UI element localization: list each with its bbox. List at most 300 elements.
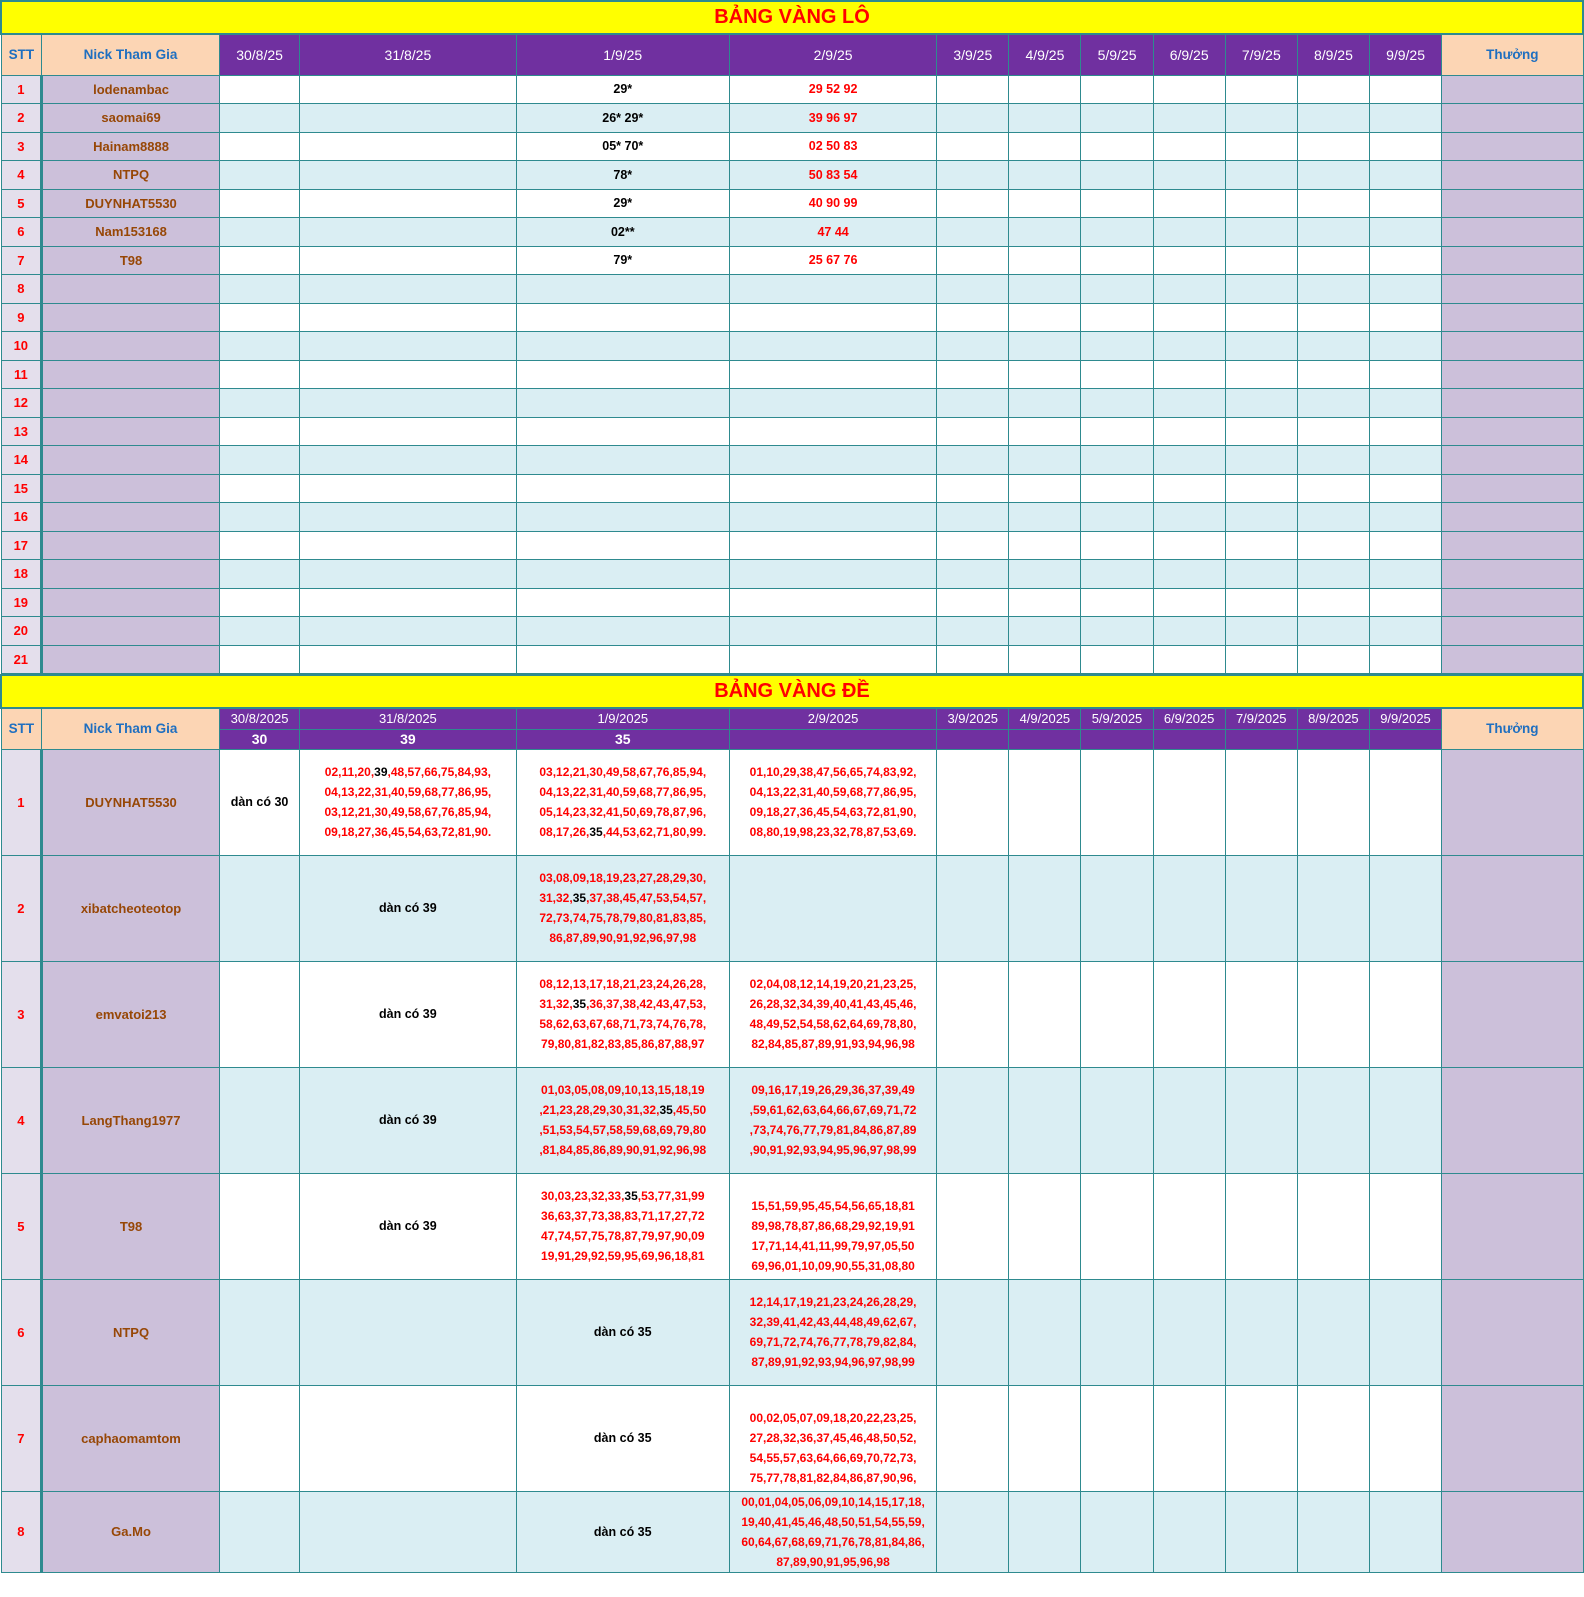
day-cell	[1369, 531, 1441, 560]
day-cell	[1297, 1491, 1369, 1572]
de-title: BẢNG VÀNG ĐỀ	[1, 675, 1583, 708]
date-header: 7/9/25	[1225, 34, 1297, 75]
day-cell	[1081, 1385, 1153, 1491]
day-cell	[1009, 132, 1081, 161]
prize-cell	[1442, 75, 1583, 104]
day-cell	[1081, 855, 1153, 961]
date-header: 31/8/2025	[300, 708, 516, 729]
number-text: ,73,74,76,77,79,81,84,86,87,89	[749, 1123, 917, 1137]
day-cell	[1009, 749, 1081, 855]
day-cell	[1297, 474, 1369, 503]
day-cell	[219, 218, 299, 247]
number-text: 08,80,19,98,23,32,78,87,53,69.	[749, 825, 917, 839]
date-header: 3/9/25	[937, 34, 1009, 75]
day-cell	[729, 531, 936, 560]
nick-cell: Ga.Mo	[42, 1491, 220, 1572]
number-text: ,81,84,85,86,89,90,91,92,96,98	[539, 1143, 707, 1157]
number-text: 02,11,20,	[324, 765, 375, 779]
nick-cell: emvatoi213	[42, 961, 220, 1067]
day-cell	[1081, 1491, 1153, 1572]
day-cell	[1009, 75, 1081, 104]
day-cell	[516, 303, 729, 332]
day-cell	[937, 1279, 1009, 1385]
day-cell: 47 44	[729, 218, 936, 247]
day-cell	[300, 189, 516, 218]
day-cell	[1225, 503, 1297, 532]
day-cell	[1369, 1067, 1441, 1173]
number-line	[517, 1080, 729, 1100]
day-cell	[1153, 417, 1225, 446]
date-header: 9/9/2025	[1369, 708, 1441, 729]
number-line	[517, 1246, 729, 1266]
day-cell	[1153, 446, 1225, 475]
result-cell	[729, 729, 936, 749]
day-cell	[1297, 75, 1369, 104]
day-cell	[937, 531, 1009, 560]
row-number: 6	[1, 1279, 42, 1385]
day-cell	[300, 332, 516, 361]
day-cell	[1009, 161, 1081, 190]
day-cell	[300, 218, 516, 247]
date-header: 3/9/2025	[937, 708, 1009, 729]
day-cell	[1225, 360, 1297, 389]
day-cell	[300, 104, 516, 133]
number-text: 03,08,09,18,19,23,27,28,29,30,	[539, 871, 707, 885]
day-cell	[937, 246, 1009, 275]
number-text: 82,84,85,87,89,91,93,94,96,98	[751, 1037, 915, 1051]
number-text: 17,71,14,41,11,99,79,97,05,50	[751, 1239, 915, 1253]
number-line	[517, 1206, 729, 1226]
day-cell: 25 67 76	[729, 246, 936, 275]
day-cell	[1081, 749, 1153, 855]
day-cell	[1009, 1491, 1081, 1572]
row-number: 17	[1, 531, 42, 560]
day-cell	[219, 75, 299, 104]
day-cell	[729, 1067, 936, 1173]
row-number: 7	[1, 246, 42, 275]
day-cell	[1009, 417, 1081, 446]
number-line	[730, 1256, 936, 1276]
day-cell	[1153, 389, 1225, 418]
table-row	[1, 749, 1583, 855]
nick-header: Nick Tham Gia	[42, 34, 220, 75]
day-cell	[1369, 389, 1441, 418]
day-cell	[1009, 389, 1081, 418]
nick-cell	[42, 617, 220, 646]
day-cell	[1081, 360, 1153, 389]
day-cell	[1369, 417, 1441, 446]
day-cell	[1297, 1385, 1369, 1491]
day-cell	[937, 389, 1009, 418]
day-cell	[1297, 961, 1369, 1067]
day-cell	[1153, 617, 1225, 646]
number-line	[730, 1512, 936, 1532]
day-cell	[1225, 104, 1297, 133]
table-row	[1, 531, 1583, 560]
number-text: 08,12,13,17,18,21,23,24,26,28,	[539, 977, 707, 991]
day-cell	[1369, 132, 1441, 161]
day-cell	[219, 1173, 299, 1279]
table-row	[1, 161, 1583, 190]
nick-cell: T98	[42, 1173, 220, 1279]
table-row	[1, 645, 1583, 674]
day-cell	[937, 132, 1009, 161]
day-cell	[1225, 161, 1297, 190]
number-text: 30,03,23,32,33,	[541, 1189, 625, 1203]
number-line	[730, 1014, 936, 1034]
day-cell	[1081, 246, 1153, 275]
day-cell	[1009, 531, 1081, 560]
day-cell	[300, 75, 516, 104]
day-cell	[1369, 275, 1441, 304]
date-header: 1/9/2025	[516, 708, 729, 729]
row-number: 9	[1, 303, 42, 332]
number-text: 01,03,05,08,09,10,13,15,18,19	[541, 1083, 705, 1097]
prize-cell	[1442, 1173, 1583, 1279]
day-cell	[1153, 588, 1225, 617]
number-line	[730, 1100, 936, 1120]
winning-number: 35	[659, 1103, 673, 1117]
day-cell	[219, 474, 299, 503]
day-cell	[1225, 332, 1297, 361]
day-cell	[516, 275, 729, 304]
day-cell	[219, 855, 299, 961]
day-cell	[219, 360, 299, 389]
day-cell	[1009, 617, 1081, 646]
day-cell	[1009, 855, 1081, 961]
day-cell	[219, 503, 299, 532]
day-cell	[219, 645, 299, 674]
day-cell	[516, 961, 729, 1067]
number-text: 27,28,32,36,37,45,46,48,50,52,	[749, 1431, 917, 1445]
day-cell	[1297, 531, 1369, 560]
day-cell	[1081, 132, 1153, 161]
day-cell	[1225, 132, 1297, 161]
number-line	[730, 974, 936, 994]
number-text: 79,80,81,82,83,85,86,87,88,97	[541, 1037, 705, 1051]
day-cell	[937, 360, 1009, 389]
number-text: ,51,53,54,57,58,59,68,69,79,80	[539, 1123, 707, 1137]
day-cell	[1225, 560, 1297, 589]
day-cell	[300, 1279, 516, 1385]
day-cell	[1369, 1385, 1441, 1491]
day-cell	[1009, 474, 1081, 503]
day-cell	[1297, 560, 1369, 589]
day-cell	[1081, 332, 1153, 361]
day-cell	[219, 132, 299, 161]
day-cell	[1369, 104, 1441, 133]
number-line	[517, 928, 729, 948]
row-number: 20	[1, 617, 42, 646]
number-line	[730, 1120, 936, 1140]
result-cell	[1153, 729, 1225, 749]
result-cell: 39	[300, 729, 516, 749]
nick-cell	[42, 645, 220, 674]
winning-number: 39	[374, 765, 388, 779]
day-cell	[1153, 275, 1225, 304]
nick-cell	[42, 474, 220, 503]
row-number: 19	[1, 588, 42, 617]
table-row	[1, 1491, 1583, 1572]
day-cell	[729, 588, 936, 617]
day-cell	[219, 588, 299, 617]
day-cell: dàn có 35	[516, 1279, 729, 1385]
day-cell	[1081, 161, 1153, 190]
day-cell	[1009, 332, 1081, 361]
table-row	[1, 75, 1583, 104]
table-row	[1, 389, 1583, 418]
result-cell	[1081, 729, 1153, 749]
nick-cell: lodenambac	[42, 75, 220, 104]
day-cell	[1297, 588, 1369, 617]
day-cell	[937, 588, 1009, 617]
day-cell	[516, 474, 729, 503]
day-cell	[1297, 303, 1369, 332]
day-cell	[300, 417, 516, 446]
day-cell	[1081, 560, 1153, 589]
number-text: ,59,61,62,63,64,66,67,69,71,72	[749, 1103, 917, 1117]
day-cell	[729, 446, 936, 475]
day-cell	[1009, 446, 1081, 475]
number-line	[730, 1492, 936, 1512]
number-text: 86,87,89,90,91,92,96,97,98	[549, 931, 697, 945]
number-line	[517, 1014, 729, 1034]
day-cell	[1009, 1279, 1081, 1385]
number-line	[730, 1532, 936, 1552]
number-line	[517, 1140, 729, 1160]
number-text: 75,77,78,81,82,84,86,87,90,96,	[749, 1471, 917, 1485]
row-number: 14	[1, 446, 42, 475]
winning-number: 35	[624, 1189, 638, 1203]
number-text: 03,12,21,30,49,58,67,76,85,94,	[539, 765, 707, 779]
day-cell	[1081, 303, 1153, 332]
day-cell	[1297, 749, 1369, 855]
row-number: 13	[1, 417, 42, 446]
number-line	[730, 1140, 936, 1160]
number-line	[730, 1236, 936, 1256]
table-row	[1, 360, 1583, 389]
number-text: 19,91,29,92,59,95,69,96,18,81	[541, 1249, 705, 1263]
day-cell	[1297, 417, 1369, 446]
day-cell	[729, 503, 936, 532]
prize-cell	[1442, 560, 1583, 589]
day-cell: 39 96 97	[729, 104, 936, 133]
nick-cell	[42, 588, 220, 617]
number-text: 58,62,63,67,68,71,73,74,76,78,	[539, 1017, 707, 1031]
prize-cell	[1442, 417, 1583, 446]
prize-cell	[1442, 617, 1583, 646]
nick-cell	[42, 275, 220, 304]
day-cell	[516, 531, 729, 560]
number-line	[517, 1100, 729, 1120]
table-row	[1, 1067, 1583, 1173]
prize-header: Thưởng	[1442, 708, 1583, 749]
nick-cell	[42, 332, 220, 361]
number-line	[730, 1312, 936, 1332]
number-text: 12,14,17,19,21,23,24,26,28,29,	[749, 1295, 917, 1309]
number-line	[730, 1176, 936, 1196]
number-text: 04,13,22,31,40,59,68,77,86,95,	[324, 785, 492, 799]
day-cell	[219, 446, 299, 475]
number-line	[517, 994, 729, 1014]
day-cell	[1153, 503, 1225, 532]
prize-cell	[1442, 645, 1583, 674]
nick-cell: caphaomamtom	[42, 1385, 220, 1491]
day-cell	[1081, 531, 1153, 560]
table-row	[1, 1385, 1583, 1491]
prize-cell	[1442, 503, 1583, 532]
day-cell	[937, 218, 1009, 247]
day-cell	[937, 560, 1009, 589]
prize-cell	[1442, 161, 1583, 190]
day-cell	[300, 389, 516, 418]
number-line	[730, 822, 936, 842]
row-number: 6	[1, 218, 42, 247]
day-cell	[300, 246, 516, 275]
number-text: ,21,23,28,29,30,31,32,	[539, 1103, 660, 1117]
day-cell	[300, 560, 516, 589]
day-cell	[1009, 1385, 1081, 1491]
day-cell	[1225, 1279, 1297, 1385]
number-line	[517, 1226, 729, 1246]
day-cell	[1081, 961, 1153, 1067]
nick-cell: T98	[42, 246, 220, 275]
day-cell	[300, 645, 516, 674]
day-cell	[1369, 855, 1441, 961]
row-number: 18	[1, 560, 42, 589]
day-cell	[1081, 417, 1153, 446]
number-text: 00,01,04,05,06,09,10,14,15,17,18,	[741, 1494, 925, 1509]
day-cell	[1225, 75, 1297, 104]
row-number: 15	[1, 474, 42, 503]
day-cell	[937, 474, 1009, 503]
date-header: 5/9/2025	[1081, 708, 1153, 729]
table-row	[1, 132, 1583, 161]
date-header: 8/9/25	[1297, 34, 1369, 75]
table-row	[1, 474, 1583, 503]
number-text: 36,63,37,73,38,83,71,17,27,72	[541, 1209, 705, 1223]
day-cell	[300, 1385, 516, 1491]
day-cell	[1153, 531, 1225, 560]
day-cell	[1153, 1173, 1225, 1279]
prize-cell	[1442, 275, 1583, 304]
prize-cell	[1442, 389, 1583, 418]
day-cell	[937, 275, 1009, 304]
day-cell	[1009, 503, 1081, 532]
day-cell	[1297, 645, 1369, 674]
day-cell	[1153, 246, 1225, 275]
day-cell	[300, 1491, 516, 1572]
number-line	[517, 782, 729, 802]
day-cell	[516, 389, 729, 418]
prize-cell	[1442, 474, 1583, 503]
number-line	[517, 1120, 729, 1140]
winning-number: 35	[572, 891, 587, 905]
day-cell	[1369, 303, 1441, 332]
day-cell	[1153, 1491, 1225, 1572]
day-cell: dàn có 30	[219, 749, 299, 855]
number-line	[517, 822, 729, 842]
number-text: 54,55,57,63,64,66,69,70,72,73,	[749, 1451, 917, 1465]
number-text: 19,40,41,45,46,48,50,51,54,55,59,	[741, 1514, 925, 1529]
number-line	[730, 1034, 936, 1054]
day-cell	[1081, 189, 1153, 218]
number-text: 72,73,74,75,78,79,80,81,83,85,	[539, 911, 707, 925]
day-cell	[516, 503, 729, 532]
day-cell	[729, 645, 936, 674]
date-header: 1/9/25	[516, 34, 729, 75]
row-number: 21	[1, 645, 42, 674]
nick-cell: LangThang1977	[42, 1067, 220, 1173]
number-text: 60,64,67,68,69,71,76,78,81,84,86,	[741, 1534, 925, 1549]
day-cell	[1009, 275, 1081, 304]
prize-cell	[1442, 588, 1583, 617]
lo-title: BẢNG VÀNG LÔ	[1, 1, 1583, 34]
number-line	[730, 1468, 936, 1488]
day-cell	[729, 560, 936, 589]
number-text: 69,96,01,10,09,90,55,31,08,80	[751, 1259, 915, 1273]
day-cell	[1225, 645, 1297, 674]
day-cell	[1153, 474, 1225, 503]
day-cell	[1225, 218, 1297, 247]
day-cell	[1153, 749, 1225, 855]
day-cell	[937, 189, 1009, 218]
number-line	[730, 802, 936, 822]
number-text: 02,04,08,12,14,19,20,21,23,25,	[749, 977, 917, 991]
day-cell	[729, 855, 936, 961]
number-text: 32,39,41,42,43,44,48,49,62,67,	[749, 1315, 917, 1329]
day-cell	[1225, 961, 1297, 1067]
date-header: 5/9/25	[1081, 34, 1153, 75]
day-cell	[1081, 75, 1153, 104]
nick-cell	[42, 389, 220, 418]
day-cell	[937, 645, 1009, 674]
day-cell	[1369, 749, 1441, 855]
day-cell	[516, 1067, 729, 1173]
day-cell	[300, 303, 516, 332]
day-cell	[1153, 1279, 1225, 1385]
day-cell	[937, 617, 1009, 646]
day-cell	[1153, 189, 1225, 218]
day-cell	[729, 303, 936, 332]
day-cell	[1297, 389, 1369, 418]
day-cell	[1369, 503, 1441, 532]
day-cell	[1153, 75, 1225, 104]
day-cell	[219, 617, 299, 646]
day-cell	[300, 503, 516, 532]
number-line	[300, 822, 515, 842]
day-cell	[1225, 1385, 1297, 1491]
day-cell: dàn có 39	[300, 961, 516, 1067]
number-text: ,44,53,62,71,80,99.	[602, 825, 707, 839]
day-cell	[1009, 588, 1081, 617]
number-text: 09,16,17,19,26,29,36,37,39,49	[751, 1083, 915, 1097]
number-text: 00,02,05,07,09,18,20,22,23,25,	[749, 1411, 917, 1425]
day-cell	[937, 75, 1009, 104]
number-text: 26,28,32,34,39,40,41,43,45,46,	[749, 997, 917, 1011]
day-cell	[1009, 961, 1081, 1067]
row-number: 2	[1, 855, 42, 961]
number-line	[517, 868, 729, 888]
day-cell	[1297, 275, 1369, 304]
number-text: 87,89,91,92,93,94,96,97,98,99	[751, 1355, 915, 1369]
day-cell	[1081, 218, 1153, 247]
prize-cell	[1442, 855, 1583, 961]
nick-cell	[42, 360, 220, 389]
number-text: 04,13,22,31,40,59,68,77,86,95,	[539, 785, 707, 799]
prize-cell	[1442, 1279, 1583, 1385]
number-text: 03,12,21,30,49,58,67,76,85,94,	[324, 805, 492, 819]
